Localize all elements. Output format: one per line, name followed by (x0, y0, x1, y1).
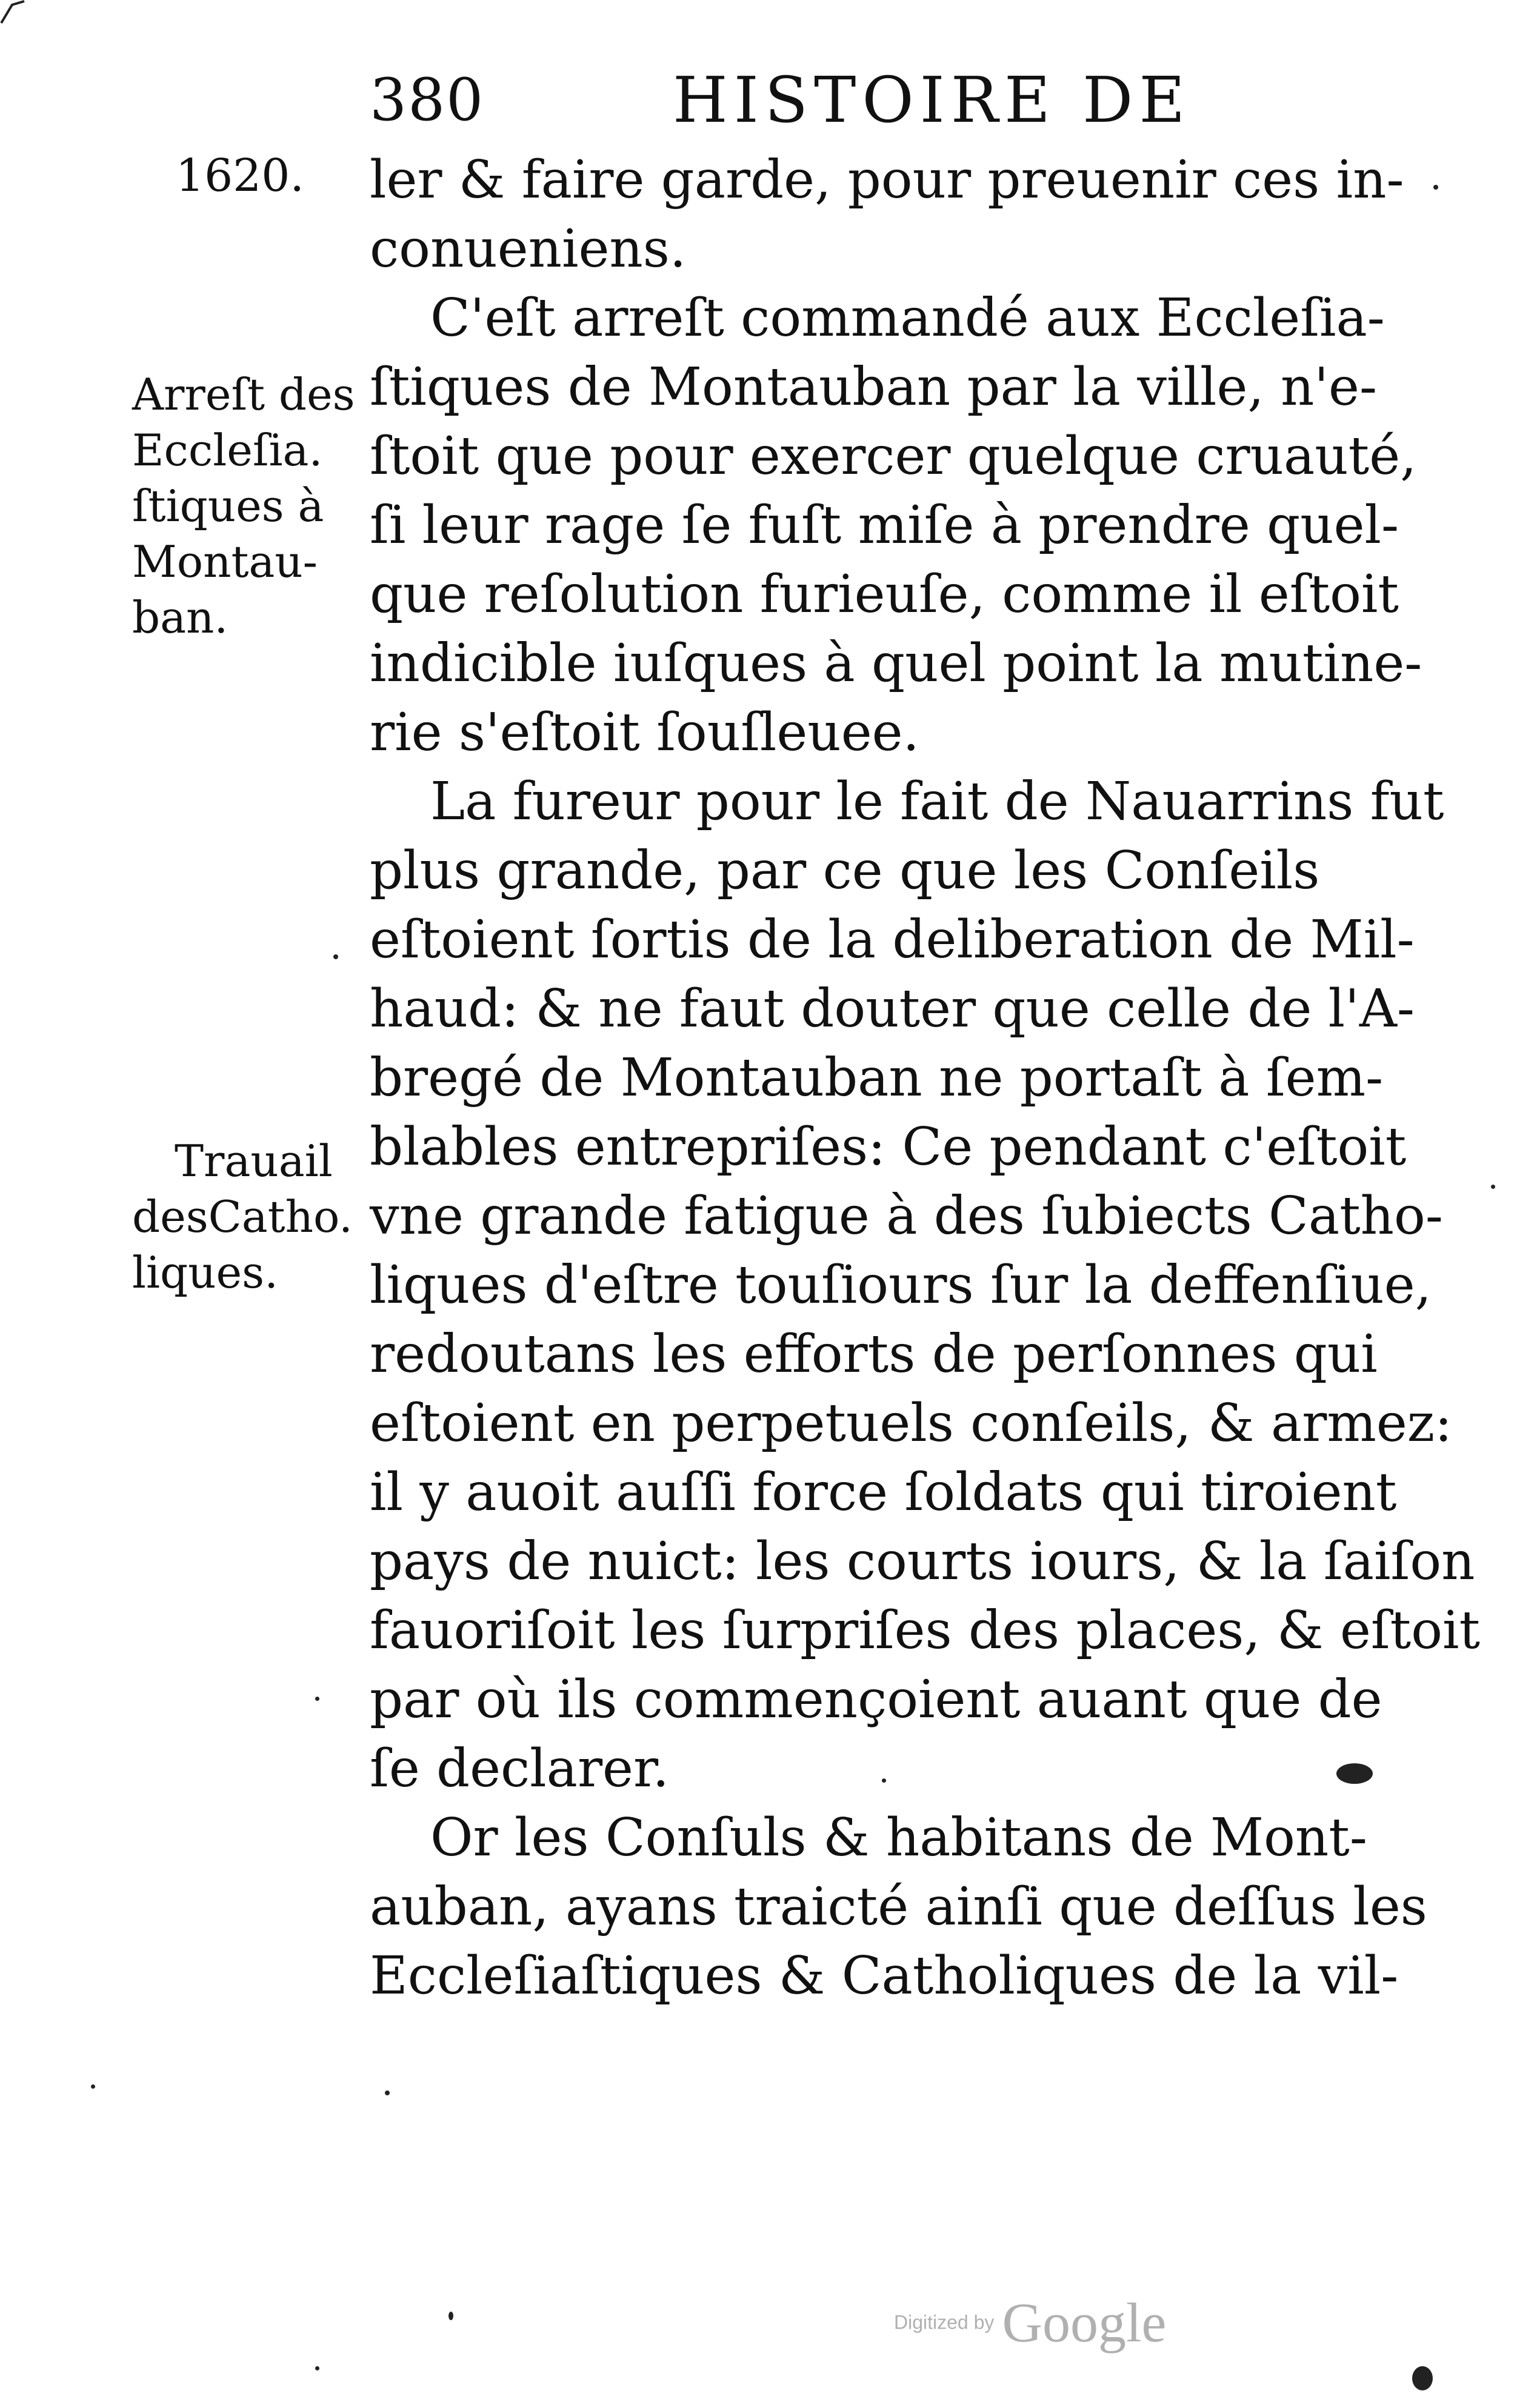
margin-note-line: Trauail (175, 1136, 333, 1186)
watermark-digitized-text: Digitized by (894, 2311, 995, 2333)
margin-note-line: liques. (132, 1247, 278, 1298)
margin-note-line: desCatho. (132, 1191, 353, 1242)
running-head: HISTOIRE DE (673, 63, 1192, 137)
text-line: plus grande, par ce que les Conſeils (370, 840, 1320, 901)
text-line: que reſolution furieuſe, comme il eſtoit (370, 564, 1399, 625)
ink-speck (882, 1778, 886, 1783)
text-line: indicible iuſques à quel point la mutine- (370, 633, 1422, 694)
text-line: rie s'eſtoit ſouſleuee. (370, 702, 919, 763)
text-line: il y auoit auſſi force ſoldats qui tiroient (370, 1462, 1397, 1523)
text-line: C'eſt arreſt commandé aux Eccleſia- (430, 288, 1385, 348)
watermark-brand-text: Google (1002, 2292, 1167, 2353)
ink-speck (315, 1697, 319, 1701)
page-header (370, 63, 1218, 137)
text-line: Eccleſiaſtiques & Catholiques de la vil- (370, 1946, 1399, 2006)
text-line: conueniens. (370, 219, 687, 279)
margin-note-line: Arreſt des (132, 369, 355, 420)
text-line: redoutans les efforts de perſonnes qui (370, 1324, 1378, 1385)
page-number: 380 (370, 66, 485, 134)
text-line: Or les Conſuls & habitans de Mont- (430, 1808, 1367, 1868)
margin-note-trauail (132, 1133, 362, 1300)
ink-speck (1433, 185, 1438, 190)
ink-speck (91, 2084, 95, 2089)
body-text (370, 145, 1481, 2011)
ink-speck (448, 2312, 453, 2320)
margin-note-line: Eccleſia. (132, 425, 323, 476)
text-line: bregé de Montauban ne portaſt à ſem- (370, 1048, 1384, 1108)
text-line: fauoriſoit les ſurpriſes des places, & eſtoit (370, 1600, 1481, 1661)
text-line: par où ils commençoient auant que de (370, 1669, 1382, 1730)
text-line: blables entrepriſes: Ce pendant c'eſtoit (370, 1117, 1407, 1177)
ink-speck (1491, 1185, 1495, 1189)
corner-scratch-mark (0, 0, 36, 24)
text-line: ſi leur rage ſe fuſt miſe à prendre quel- (370, 495, 1399, 556)
margin-year: 1620. (176, 150, 304, 202)
text-line: eſtoient en perpetuels conſeils, & armez: (370, 1393, 1453, 1454)
ink-speck (385, 2090, 390, 2095)
text-line: vne grande fatigue à des ſubiects Catho- (370, 1186, 1443, 1246)
text-line: La fureur pour le fait de Nauarrins fut (430, 771, 1444, 832)
text-line: eſtoient ſortis de la deliberation de Mil- (370, 910, 1415, 970)
ink-speck (333, 954, 338, 959)
digitized-watermark (894, 2290, 1167, 2353)
text-line: ſtoit que pour exercer quelque cruauté, (370, 426, 1417, 487)
text-line: ler & faire garde, pour preuenir ces in- (370, 150, 1404, 210)
margin-note-arrest (132, 367, 362, 645)
margin-note-line: ban. (132, 592, 228, 643)
text-line: liques d'eſtre touſiours ſur la deffenſiue, (370, 1255, 1432, 1315)
text-line: haud: & ne faut douter que celle de l'A- (370, 979, 1415, 1039)
ink-blot (1412, 2366, 1433, 2390)
text-line: auban, ayans traicté ainſi que deſſus les (370, 1877, 1427, 1937)
text-line: pays de nuict: les courts iours, & la ſaiſon (370, 1531, 1475, 1592)
margin-note-line: ſtiques à (132, 481, 324, 531)
margin-note-line: Montau- (132, 536, 318, 587)
ink-blot (1336, 1763, 1373, 1784)
ink-speck (315, 2366, 319, 2370)
text-line: ſtiques de Montauban par la ville, n'e- (370, 357, 1378, 417)
text-line: ſe declarer. (370, 1738, 669, 1799)
